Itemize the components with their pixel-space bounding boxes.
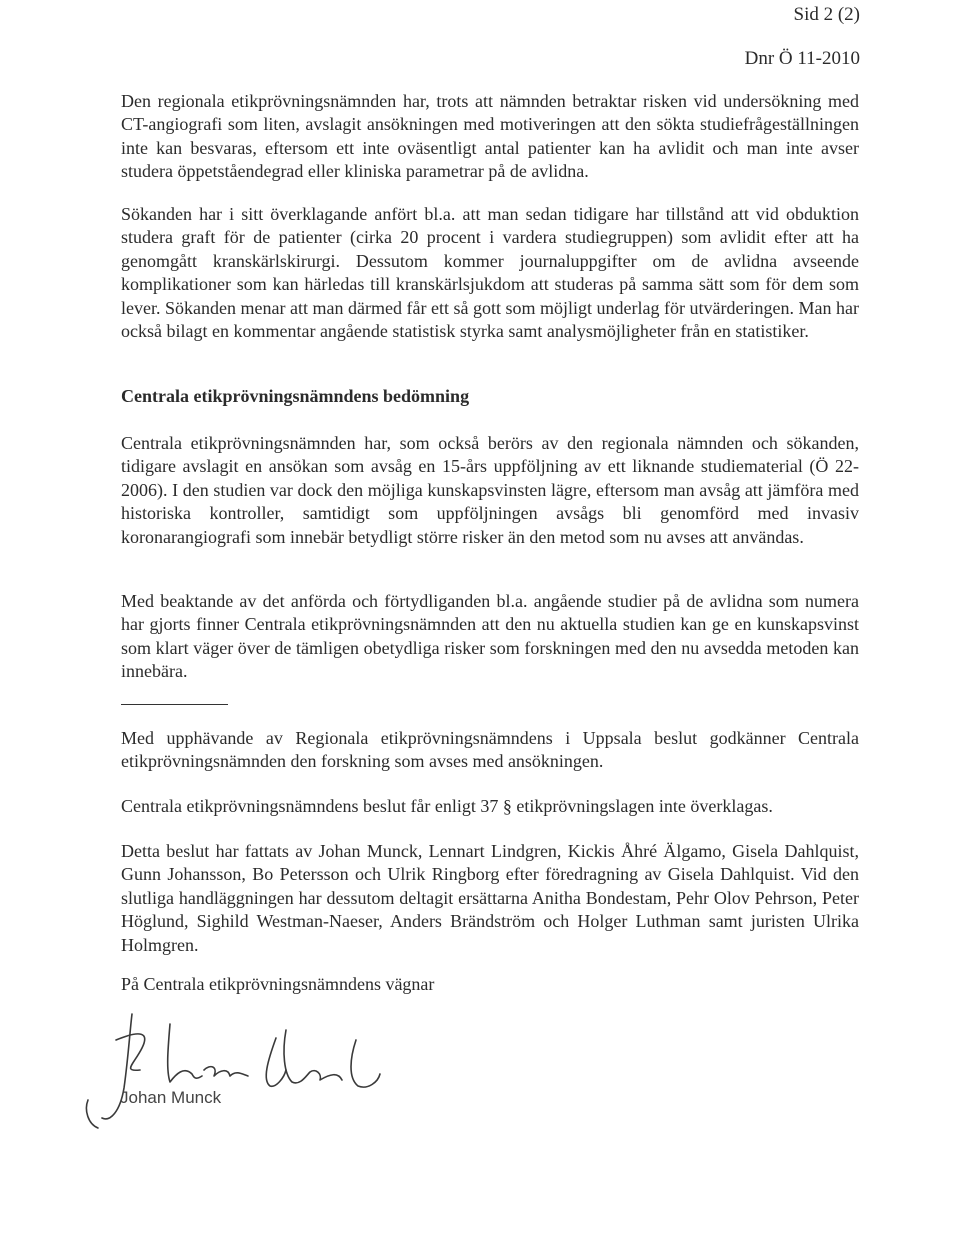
paragraph-appeal: Sökanden har i sitt överklagande anfört bl.a. att man sedan tidigare har tillstånd att vid obduktion studera graft för de patienter (cirka 20 procent i vardera studiegruppen) som avlidit efter att ha genomgått kranskärlskirurgi. Dessutom kommer journaluppgifter om de avlidna avseende komplikationer som kan härledas till kranskärlsjukdom att studeras på samma sätt som för dem som lever. Sökanden menar att man därmed får ett så gott som möjligt underlag för utvärderingen. Man har också bilagt en kommentar angående statistisk styrka samt analysmöjligheter från en statistiker.: [121, 204, 859, 342]
paragraph-regional-decision: Den regionala etikprövningsnämnden har, trots att nämnden betraktar risken vid undersökning med CT-angiografi som liten, avslagit ansökningen med motiveringen att den sökta studiefrågeställningen inte kan besvaras, eftersom ett inte oväsentligt antal patienter kan ha avlidit och man inte avser studera öppetståendegrad eller kliniska parametrar på de avlidna.: [121, 91, 859, 182]
paragraph-participants: Detta beslut har fattats av Johan Munck, Lennart Lindgren, Kickis Åhré Älgamo, Gisela Dahlquist, Gunn Johansson, Bo Petersson och Ulrik Ringborg efter föredragning av Gisela Dahlquist. Vid den slutliga handläggningen har dessutom deltagit ersättarna Anitha Bondestam, Pehr Olov Pehrson, Peter Höglund, Sighild Westman-Naeser, Anders Brändström och Holger Luthman samt juristen Ulrika Holmgren.: [121, 841, 859, 955]
closing-line: På Centrala etikprövningsnämndens vägnar: [121, 974, 435, 994]
paragraph-conclusion: Med beaktande av det anförda och förtydliganden bl.a. angående studier på de avlidna som numera har gjorts finner Centrala etikprövningsnämnden att den nu aktuella studien kan ge en kunskapsvinst som klart väger över de tämligen obetydliga risker som forskningen med den nu avsedda metoden kan innebära.: [121, 591, 859, 682]
divider-line: [121, 704, 228, 705]
paragraph-decision: Med upphävande av Regionala etikprövningsnämndens i Uppsala beslut godkänner Centrala etikprövningsnämnden den forskning som avses med ansökningen.: [121, 728, 859, 772]
section-heading: Centrala etikprövningsnämndens bedömning: [121, 386, 470, 406]
paragraph-no-appeal: Centrala etikprövningsnämndens beslut får enligt 37 § etikprövningslagen inte överklagas.: [121, 796, 773, 816]
signer-name: Johan Munck: [120, 1088, 222, 1107]
handwritten-signature: [80, 1000, 410, 1130]
case-number: Dnr Ö 11-2010: [744, 48, 860, 69]
page-number: Sid 2 (2): [793, 4, 860, 25]
paragraph-assessment: Centrala etikprövningsnämnden har, som också berörs av den regionala nämnden och sökanden, tidigare avslagit en ansökan som avsåg en 15-års uppföljning av ett liknande studiematerial (Ö 22-2006). I den studien var dock den möjliga kunskapsvinsten lägre, eftersom man avsåg att jämföra med historiska kontroller, samtidigt som uppföljningen avsågs bli genomförd med invasiv koronarangiografi som innebär betydligt större risker än den metod som nu avses att användas.: [121, 433, 859, 547]
